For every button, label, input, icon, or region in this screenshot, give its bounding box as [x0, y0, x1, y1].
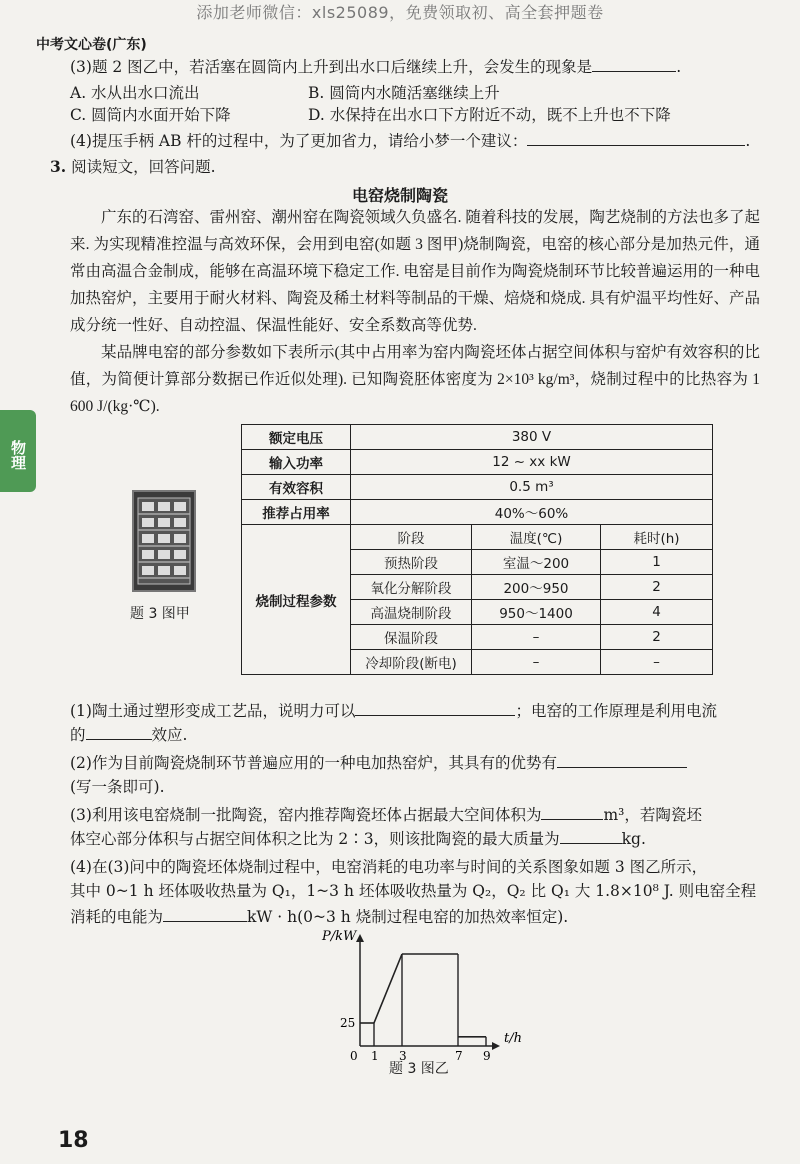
table-label: 烧制过程参数 — [242, 525, 351, 675]
question-3-4: (4)提压手柄 AB 杆的过程中，为了更加省力，请给小梦一个建议： . — [70, 132, 751, 150]
series-segment-1 — [374, 954, 402, 1023]
table-header: 阶段 — [351, 525, 472, 550]
x-axis-arrow — [492, 1042, 500, 1050]
table-cell: 氧化分解阶段 — [351, 575, 472, 600]
question-4-cont2: 消耗的电能为 kW · h(0~3 h 烧制过程电窑的加热效率恒定). — [70, 908, 569, 926]
question-3: (3)利用该电窑烧制一批陶瓷，窑内推荐陶瓷坯体占据最大空间体积为 m³，若陶瓷坯 — [70, 806, 702, 824]
table-cell: 200～950 — [472, 575, 601, 600]
x-tick-label: 7 — [455, 1049, 463, 1063]
table-cell: 950～1400 — [472, 600, 601, 625]
question-2-cont: (写一条即可). — [70, 778, 165, 796]
option-c: C. 圆筒内水面开始下降 — [70, 106, 231, 124]
table-cell: 高温烧制阶段 — [351, 600, 472, 625]
table-label: 有效容积 — [242, 475, 351, 500]
figure-b-caption: 题 3 图乙 — [389, 1061, 449, 1077]
table-value: 40%～60% — [351, 500, 713, 525]
question-1-cont: 的 效应. — [70, 726, 188, 744]
y-axis-label: P/kW — [322, 929, 357, 944]
table-cell: – — [472, 625, 601, 650]
header-tag: 中考文心卷(广东) — [36, 37, 147, 53]
table-value: 380 V — [351, 425, 713, 450]
y-axis-arrow — [356, 934, 364, 942]
table-cell: 预热阶段 — [351, 550, 472, 575]
answer-blank[interactable] — [86, 725, 152, 740]
question-4-cont: 其中 0~1 h 坯体吸收热量为 Q₁，1~3 h 坯体吸收热量为 Q₂，Q₂ 比 Q₁ 大 1.8×10⁸ J. 则电窑全程 — [70, 882, 757, 900]
table-value: 0.5 m³ — [351, 475, 713, 500]
figure-a-caption: 题 3 图甲 — [130, 606, 190, 622]
watermark-text: 添加老师微信：xls25089，免费领取初、高全套押题卷 — [196, 3, 604, 22]
question-3-cont: 体空心部分体积与占据空间体积之比为 2∶3，则该批陶瓷的最大质量为 kg. — [70, 830, 646, 848]
x-tick-label: 9 — [483, 1049, 491, 1063]
table-header: 温度(℃) — [472, 525, 601, 550]
table-cell: 冷却阶段(断电) — [351, 650, 472, 675]
kiln-parameter-table — [241, 424, 713, 675]
subject-side-tab: 物理 — [0, 410, 36, 492]
article-title: 电窑烧制陶瓷 — [351, 186, 448, 205]
question-intro: 3. 阅读短文，回答问题. — [50, 157, 216, 176]
answer-blank[interactable] — [557, 753, 687, 768]
y-tick-label: 25 — [340, 1016, 356, 1030]
x-tick-label: 1 — [371, 1049, 379, 1063]
question-2: (2)作为目前陶瓷烧制环节普遍应用的一种电加热窑炉，其具有的优势有 — [70, 752, 760, 774]
question-1: (1)陶土通过塑形变成工艺品，说明力可以 ；电窑的工作原理是利用电流 — [70, 702, 717, 720]
table-label: 额定电压 — [242, 425, 351, 450]
x-tick-label: 3 — [399, 1049, 407, 1063]
answer-blank[interactable] — [541, 805, 603, 820]
answer-blank[interactable] — [355, 701, 515, 716]
article-paragraph-2: 某品牌电窑的部分参数如下表所示(其中占用率为窑内陶瓷坯体占据空间体积与窑炉有效容积的比值，为简便计算部分数据已作近似处理). 已知陶瓷胚体密度为 2×10³ kg/m³，烧制过程中的比热容为 1 600 J/(kg·℃). — [70, 344, 760, 415]
table-cell: – — [601, 650, 713, 675]
question-4: (4)在(3)问中的陶瓷坯体烧制过程中，电窑消耗的电功率与时间的关系图象如题 3 图乙所示， — [70, 858, 708, 876]
answer-blank[interactable] — [527, 131, 745, 146]
table-label: 输入功率 — [242, 450, 351, 475]
table-cell: 室温～200 — [472, 550, 601, 575]
table-cell: 2 — [601, 625, 713, 650]
power-time-chart — [300, 928, 540, 1078]
table-value: 12 ~ xx kW — [351, 450, 713, 475]
table-cell: 2 — [601, 575, 713, 600]
answer-blank[interactable] — [560, 829, 622, 844]
question-3-3: (3)题 2 图乙中，若活塞在圆筒内上升到出水口后继续上升，会发生的现象是 . — [70, 58, 682, 76]
table-cell: 保温阶段 — [351, 625, 472, 650]
option-b: B. 圆筒内水随活塞继续上升 — [308, 84, 500, 102]
table-label: 推荐占用率 — [242, 500, 351, 525]
answer-blank[interactable] — [592, 57, 676, 72]
option-a: A. 水从出水口流出 — [70, 84, 200, 102]
answer-blank[interactable] — [163, 907, 247, 922]
page-number: 18 — [58, 1128, 89, 1153]
option-d: D. 水保持在出水口下方附近不动，既不上升也不下降 — [308, 106, 671, 124]
table-cell: 1 — [601, 550, 713, 575]
article-paragraph-1: 广东的石湾窑、雷州窑、潮州窑在陶瓷领域久负盛名. 随着科技的发展，陶艺烧制的方法也多了起来. 为实现精准控温与高效环保，会用到电窑(如题 3 图甲)烧制陶瓷，电窑的核心部分是加热元件，通常由高温合金制成，能够在高温环境下稳定工作. 电窑是目前作为陶瓷烧制环节比较普遍运用的一种电加热窑炉，主要用于耐火材料、陶瓷及稀土材料等制品的干燥、焙烧和烧成. 具有炉温平均性好、产品成分统一性好、自动控温、保温性能好、安全系数高等优势. — [70, 209, 760, 334]
table-cell: 4 — [601, 600, 713, 625]
x-axis-label: t/h — [504, 1031, 522, 1046]
table-cell: – — [472, 650, 601, 675]
x-tick-label: 0 — [350, 1049, 358, 1063]
table-header: 耗时(h) — [601, 525, 713, 550]
electric-kiln-photo — [132, 490, 196, 592]
